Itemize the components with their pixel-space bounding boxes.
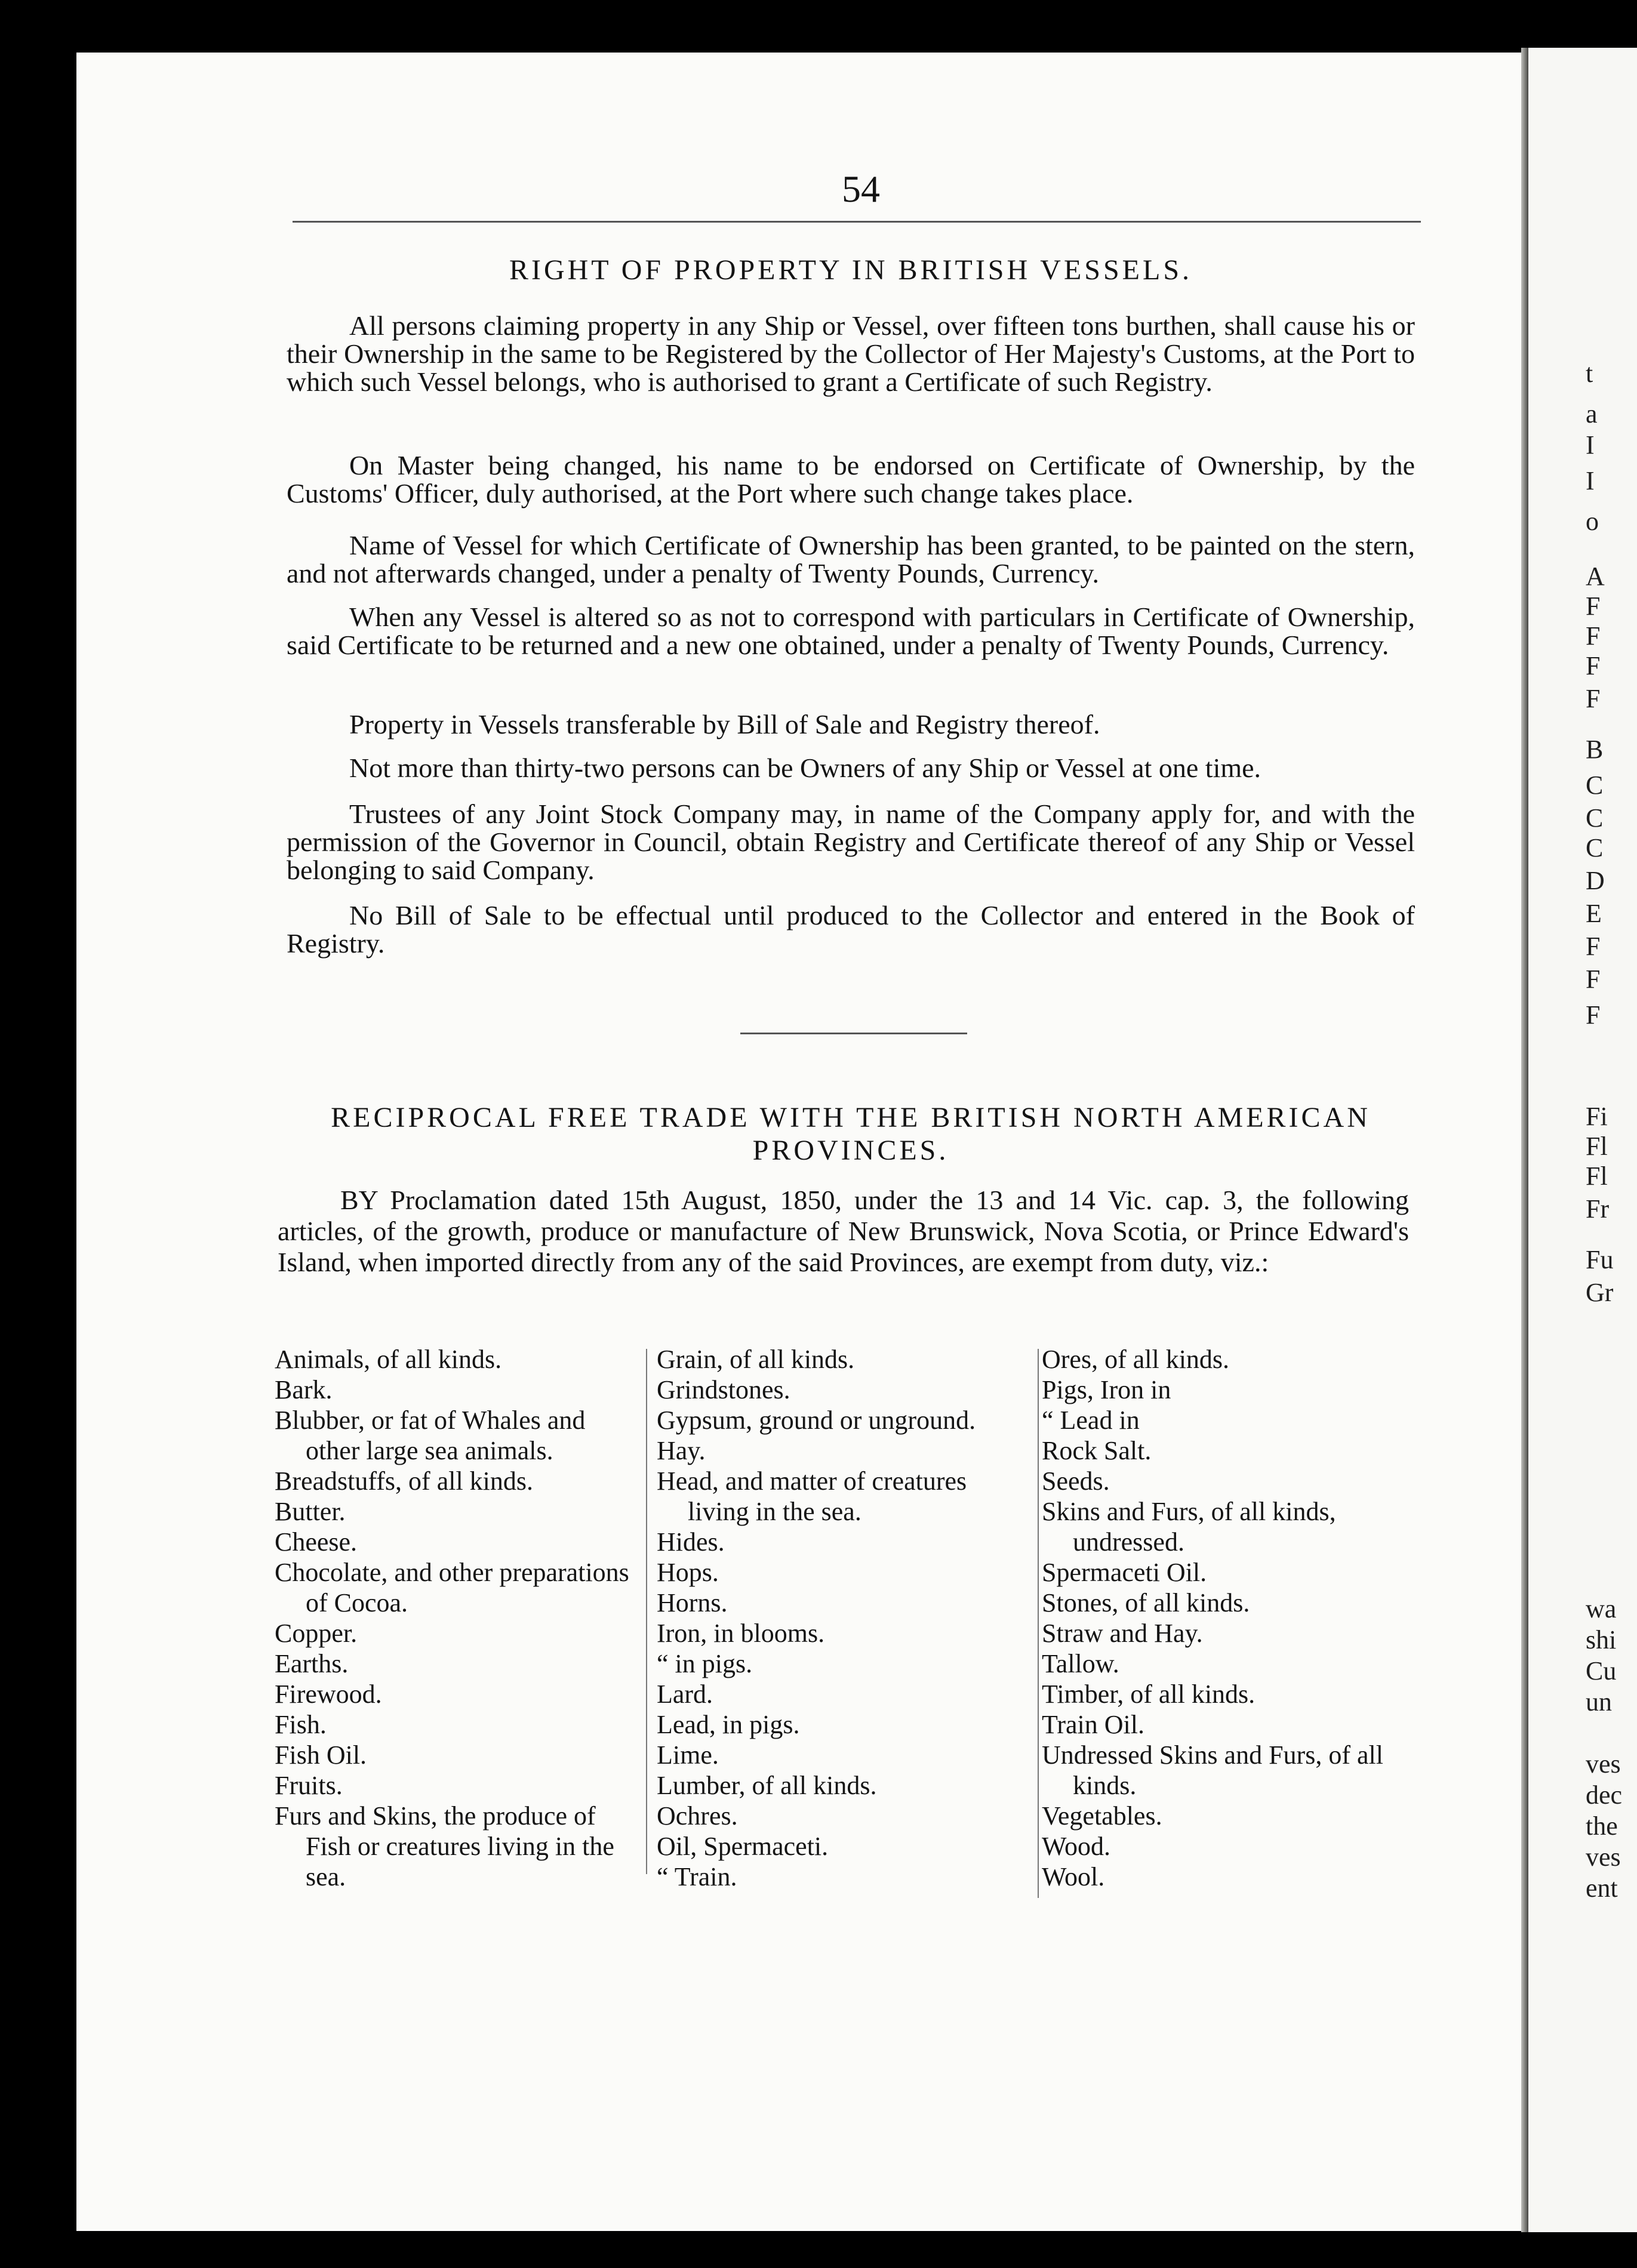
exempt-article-item: Cheese. xyxy=(275,1527,358,1557)
paragraph-proclamation: BY Proclamation dated 15th August, 1850, under the 13 and 14 Vic. cap. 3, the following articles, of the growth, produce or manufacture of New Brunswick, Nova Scotia, or Prince Edward's Island, when imported directly from any of the said Provinces, are exempt from duty, viz.: xyxy=(278,1185,1409,1277)
exempt-article-item: Seeds. xyxy=(1042,1466,1110,1496)
adjacent-page-fragment: shi xyxy=(1586,1625,1617,1654)
adjacent-page-fragment: F xyxy=(1586,621,1601,651)
paragraph-owners-limit: Not more than thirty-two persons can be Owners of any Ship or Vessel at one time. xyxy=(349,753,1261,783)
adjacent-page-fragment: a xyxy=(1586,399,1598,429)
exempt-article-item: Hides. xyxy=(657,1527,725,1557)
section-title-right-of-property: RIGHT OF PROPERTY IN BRITISH VESSELS. xyxy=(509,254,1193,286)
adjacent-page-fragment: t xyxy=(1586,359,1593,388)
exempt-article-item: Skins and Furs, of all kinds, undressed. xyxy=(1042,1497,1336,1557)
exempt-article-item: Lead, in pigs. xyxy=(657,1710,800,1739)
exempt-article-item: Ochres. xyxy=(657,1801,738,1831)
exempt-article-item: “ Train. xyxy=(657,1862,737,1891)
exempt-articles-column-2 xyxy=(657,1344,1021,1892)
exempt-article-item: Wood. xyxy=(1042,1832,1111,1861)
exempt-article-item: Copper. xyxy=(275,1619,358,1648)
paragraph-vessel-altered: When any Vessel is altered so as not to correspond with particulars in Certificate of Ownership, said Certificate to be returned and a new one obtained, under a penalty of Twenty Pounds, Currency. xyxy=(287,602,1415,660)
exempt-article-item: Hops. xyxy=(657,1558,719,1587)
exempt-article-item: Grain, of all kinds. xyxy=(657,1345,855,1374)
exempt-article-item: Undressed Skins and Furs, of all kinds. xyxy=(1042,1740,1383,1800)
adjacent-page-fragment: I xyxy=(1586,430,1595,460)
exempt-article-item: Fruits. xyxy=(275,1771,343,1800)
exempt-article-item: Train Oil. xyxy=(1042,1710,1144,1739)
exempt-articles-column-3 xyxy=(1042,1344,1424,1892)
exempt-article-item: Iron, in blooms. xyxy=(657,1619,825,1648)
exempt-article-item: Fish. xyxy=(275,1710,327,1739)
adjacent-page-fragment: Fi xyxy=(1586,1102,1608,1131)
exempt-article-item: Earths. xyxy=(275,1649,349,1678)
adjacent-page-fragment: un xyxy=(1586,1687,1612,1717)
section-divider xyxy=(740,1033,967,1034)
exempt-article-item: Animals, of all kinds. xyxy=(275,1345,502,1374)
paragraph-transferable: Property in Vessels transferable by Bill of Sale and Registry thereof. xyxy=(349,709,1100,739)
exempt-article-item: Breadstuffs, of all kinds. xyxy=(275,1466,534,1496)
adjacent-page-fragment: E xyxy=(1586,899,1602,928)
adjacent-page-fragment: F xyxy=(1586,684,1601,713)
exempt-article-item: Vegetables. xyxy=(1042,1801,1162,1831)
exempt-article-item: Furs and Skins, the produce of Fish or creatures living in the sea. xyxy=(275,1801,614,1891)
adjacent-page-fragment: F xyxy=(1586,932,1601,961)
exempt-articles-column-1 xyxy=(275,1344,639,1892)
exempt-article-item: Wool. xyxy=(1042,1862,1105,1891)
section-title-reciprocal-line1: RECIPROCAL FREE TRADE WITH THE BRITISH NORTH AMERICAN xyxy=(331,1102,1371,1133)
adjacent-page-fragment: dec xyxy=(1586,1780,1623,1810)
exempt-article-item: Tallow. xyxy=(1042,1649,1119,1678)
exempt-article-item: Ores, of all kinds. xyxy=(1042,1345,1230,1374)
adjacent-page-fragment: F xyxy=(1586,1000,1601,1030)
adjacent-page-fragment: A xyxy=(1586,562,1605,591)
page-number: 54 xyxy=(842,168,880,210)
exempt-article-item: Spermaceti Oil. xyxy=(1042,1558,1207,1587)
paragraph-master-changed: On Master being changed, his name to be endorsed on Certificate of Ownership, by the Customs' Officer, duly authorised, at the Port where such change takes place. xyxy=(287,450,1415,509)
column-divider xyxy=(1038,1349,1039,1898)
adjacent-page-fragment: F xyxy=(1586,964,1601,994)
adjacent-page-fragment: the xyxy=(1586,1811,1618,1841)
adjacent-page-fragment: I xyxy=(1586,466,1595,495)
adjacent-page-fragment: ves xyxy=(1586,1749,1621,1779)
exempt-article-item: “ Lead in xyxy=(1042,1406,1140,1435)
adjacent-page-fragment: ent xyxy=(1586,1873,1618,1903)
exempt-article-item: Chocolate, and other preparations of Cocoa. xyxy=(275,1558,629,1617)
adjacent-page-fragment: D xyxy=(1586,866,1605,895)
adjacent-page-fragment: C xyxy=(1586,833,1604,862)
adjacent-page-fragment: F xyxy=(1586,591,1601,621)
exempt-article-item: Oil, Spermaceti. xyxy=(657,1832,829,1861)
exempt-article-item: Stones, of all kinds. xyxy=(1042,1588,1250,1617)
exempt-article-item: Head, and matter of creatures living in the sea. xyxy=(657,1466,967,1526)
adjacent-page-fragment: C xyxy=(1586,803,1604,833)
exempt-article-item: Firewood. xyxy=(275,1680,382,1709)
adjacent-page-fragment: Gr xyxy=(1586,1278,1614,1307)
header-rule xyxy=(293,221,1421,223)
right-page-edge xyxy=(1528,48,1637,2232)
adjacent-page-fragment: Fr xyxy=(1586,1194,1610,1224)
section-title-reciprocal-line2: PROVINCES. xyxy=(752,1135,949,1166)
exempt-article-item: Hay. xyxy=(657,1436,706,1465)
exempt-article-item: Lime. xyxy=(657,1740,719,1770)
adjacent-page-fragment: B xyxy=(1586,735,1604,764)
exempt-article-item: Grindstones. xyxy=(657,1375,790,1404)
exempt-article-item: Gypsum, ground or unground. xyxy=(657,1406,976,1435)
adjacent-page-fragment: Fu xyxy=(1586,1245,1614,1274)
exempt-article-item: Pigs, Iron in xyxy=(1042,1375,1171,1404)
exempt-article-item: Lard. xyxy=(657,1680,713,1709)
adjacent-page-fragment: ves xyxy=(1586,1842,1621,1872)
paragraph-vessel-name: Name of Vessel for which Certificate of Ownership has been granted, to be painted on the stern, and not afterwards changed, under a penalty of Twenty Pounds, Currency. xyxy=(287,530,1415,588)
exempt-article-item: “ in pigs. xyxy=(657,1649,753,1678)
exempt-article-item: Fish Oil. xyxy=(275,1740,367,1770)
exempt-article-item: Lumber, of all kinds. xyxy=(657,1771,877,1800)
paragraph-registration: All persons claiming property in any Ship or Vessel, over fifteen tons burthen, shall cause his or their Ownership in the same to be Registered by the Collector of Her Majesty's Customs, at the Port to which such Vessel belongs, who is authorised to grant a Certificate of such Registry. xyxy=(287,310,1415,397)
adjacent-page-fragment: F xyxy=(1586,651,1601,680)
adjacent-page-fragment: wa xyxy=(1586,1594,1617,1623)
column-divider xyxy=(646,1349,647,1874)
exempt-article-item: Rock Salt. xyxy=(1042,1436,1152,1465)
paragraph-bill-of-sale: No Bill of Sale to be effectual until produced to the Collector and entered in the Book of Registry. xyxy=(287,900,1415,959)
exempt-article-item: Timber, of all kinds. xyxy=(1042,1680,1256,1709)
exempt-article-item: Blubber, or fat of Whales and other large sea animals. xyxy=(275,1406,586,1465)
paragraph-trustees: Trustees of any Joint Stock Company may, in name of the Company apply for, and with the permission of the Governor in Council, obtain Registry and Certificate thereof of any Ship or Vessel belonging to said Company. xyxy=(287,799,1415,885)
exempt-article-item: Straw and Hay. xyxy=(1042,1619,1203,1648)
exempt-article-item: Horns. xyxy=(657,1588,728,1617)
exempt-article-item: Butter. xyxy=(275,1497,346,1526)
adjacent-page-fragment: C xyxy=(1586,771,1604,800)
adjacent-page-fragment: Cu xyxy=(1586,1656,1617,1685)
exempt-article-item: Bark. xyxy=(275,1375,333,1404)
adjacent-page-fragment: o xyxy=(1586,507,1599,536)
adjacent-page-fragment: Fl xyxy=(1586,1132,1608,1161)
adjacent-page-fragment: Fl xyxy=(1586,1161,1608,1191)
